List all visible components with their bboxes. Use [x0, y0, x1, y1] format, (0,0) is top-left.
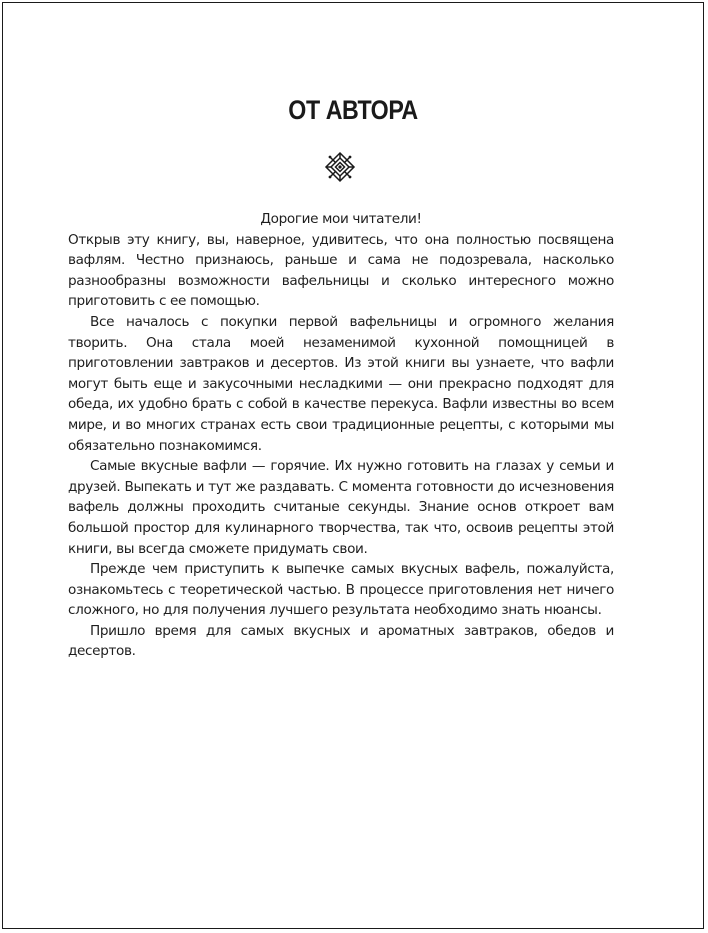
book-page [2, 2, 704, 929]
rosette-ornament-icon [324, 151, 356, 183]
page-title: ОТ АВТОРА [288, 95, 418, 125]
paragraph: Пришло время для самых вкусных и ароматных завтраков, обедов и десертов. [68, 622, 614, 660]
paragraph: Прежде чем приступить к выпечке самых вкусных вафель, пожалуйста, ознакомьтесь с теоретической частью. В процессе приготовления нет ничего сложного, но для получения лучшего результата необходимо знать нюансы. [68, 561, 614, 619]
author-foreword-text [68, 209, 614, 662]
paragraph: Открыв эту книгу, вы, наверное, удивитесь, что она полностью посвящена вафлям. Честно признаюсь, раньше и сама не подозревала, насколько разнообразны возможности вафельницы и сколько интересного можно приготовить с ее помощью. [68, 231, 614, 310]
paragraph: Все началось с покупки первой вафельницы и огромного желания творить. Она стала моей незаменимой кухонной помощницей в приготовлении завтраков и десертов. Из этой книги вы узнаете, что вафли могут быть еще и закусочными несладкими — они прекрасно подходят для обеда, их удобно брать с собой в качестве перекуса. Вафли известны во всем мире, и во многих странах есть свои традиционные рецепты, с которыми мы обязательно познакомимся. [68, 313, 614, 454]
greeting: Дорогие мои читатели! [260, 211, 422, 227]
paragraph: Самые вкусные вафли — горячие. Их нужно готовить на глазах у семьи и друзей. Выпекать и тут же раздавать. С момента готовности до исчезновения вафель должны проходить считаные секунды. Знание основ откроет вам большой простор для кулинарного творчества, так что, освоив рецепты этой книги, вы всегда сможете придумать свои. [68, 458, 614, 557]
